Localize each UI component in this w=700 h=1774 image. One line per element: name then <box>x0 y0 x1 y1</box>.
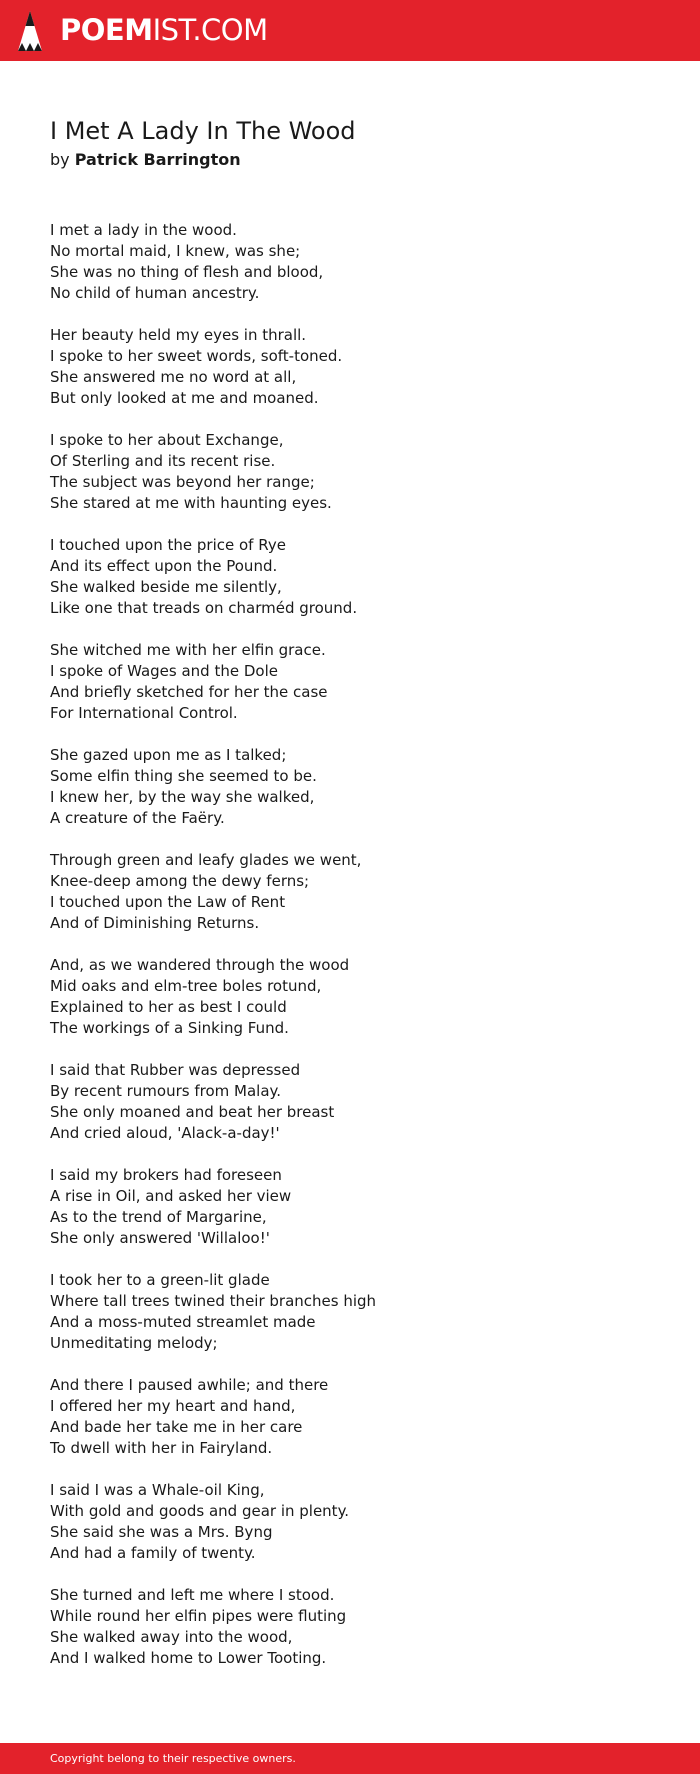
poem-line: And I walked home to Lower Tooting. <box>50 1649 327 1667</box>
byline-prefix: by <box>50 150 70 169</box>
logo-light-text: IST.COM <box>152 13 268 47</box>
poem-stanza <box>50 430 670 514</box>
poem-line: She gazed upon me as I talked; <box>50 746 287 764</box>
poem-line: I spoke to her about Exchange, <box>50 431 284 449</box>
poem-line: And bade her take me in her care <box>50 1418 303 1436</box>
poem-line: I touched upon the price of Rye <box>50 536 286 554</box>
poem-line: Knee-deep among the dewy ferns; <box>50 872 310 890</box>
poem-line: Like one that treads on charméd ground. <box>50 599 358 617</box>
poem-stanza <box>50 1375 670 1459</box>
poem-line: I said my brokers had foreseen <box>50 1166 282 1184</box>
poem-author: Patrick Barrington <box>74 150 241 169</box>
poem-stanza <box>50 1060 670 1144</box>
poem-line: I said I was a Whale-oil King, <box>50 1481 265 1499</box>
poem-line: By recent rumours from Malay. <box>50 1082 282 1100</box>
poem-title: I Met A Lady In The Wood <box>50 117 356 145</box>
poem-line: I offered her my heart and hand, <box>50 1397 296 1415</box>
poem-line: And had a family of twenty. <box>50 1544 256 1562</box>
poem-line: Her beauty held my eyes in thrall. <box>50 326 307 344</box>
poem-line: But only looked at me and moaned. <box>50 389 319 407</box>
poem-line: She turned and left me where I stood. <box>50 1586 335 1604</box>
poem-line: I met a lady in the wood. <box>50 221 237 239</box>
poem-line: No mortal maid, I knew, was she; <box>50 242 301 260</box>
poem-line: Of Sterling and its recent rise. <box>50 452 276 470</box>
poem-line: The workings of a Sinking Fund. <box>50 1019 289 1037</box>
poem-line: I took her to a green-lit glade <box>50 1271 270 1289</box>
poem-stanza <box>50 535 670 619</box>
poem-line: She stared at me with haunting eyes. <box>50 494 332 512</box>
poem-line: She witched me with her elfin grace. <box>50 641 326 659</box>
poem-line: She answered me no word at all, <box>50 368 297 386</box>
copyright-text: Copyright belong to their respective owners. <box>50 1752 296 1765</box>
poem-line: I spoke of Wages and the Dole <box>50 662 278 680</box>
pencil-tip-icon[interactable] <box>16 9 44 53</box>
poem-line: The subject was beyond her range; <box>50 473 315 491</box>
poem-stanza <box>50 850 670 934</box>
site-logo[interactable] <box>60 13 268 47</box>
poem-line: As to the trend of Margarine, <box>50 1208 267 1226</box>
poem-line: She said she was a Mrs. Byng <box>50 1523 273 1541</box>
poem-line: Some elfin thing she seemed to be. <box>50 767 317 785</box>
poem-line: Explained to her as best I could <box>50 998 287 1016</box>
poem-stanza <box>50 640 670 724</box>
poem-line: I touched upon the Law of Rent <box>50 893 286 911</box>
poem-body <box>50 220 670 1669</box>
poem-stanza <box>50 955 670 1039</box>
poem-line: She walked away into the wood, <box>50 1628 293 1646</box>
poem-line: I knew her, by the way she walked, <box>50 788 315 806</box>
site-footer <box>0 1743 700 1774</box>
poem-stanza <box>50 220 670 304</box>
poem-stanza <box>50 1480 670 1564</box>
poem-content <box>50 113 670 1690</box>
poem-line: And its effect upon the Pound. <box>50 557 278 575</box>
poem-line: I spoke to her sweet words, soft-toned. <box>50 347 343 365</box>
poem-stanza <box>50 745 670 829</box>
poem-line: To dwell with her in Fairyland. <box>50 1439 273 1457</box>
poem-line: Through green and leafy glades we went, <box>50 851 362 869</box>
poem-line: No child of human ancestry. <box>50 284 260 302</box>
poem-line: With gold and goods and gear in plenty. <box>50 1502 350 1520</box>
poem-stanza <box>50 1585 670 1669</box>
poem-line: A creature of the Faëry. <box>50 809 225 827</box>
poem-line: And, as we wandered through the wood <box>50 956 350 974</box>
poem-line: She only answered 'Willaloo!' <box>50 1229 270 1247</box>
poem-line: A rise in Oil, and asked her view <box>50 1187 292 1205</box>
site-header <box>0 0 700 61</box>
poem-line: She only moaned and beat her breast <box>50 1103 335 1121</box>
poem-line: Unmeditating melody; <box>50 1334 218 1352</box>
logo-bold-text: POEM <box>60 13 153 47</box>
poem-stanza <box>50 325 670 409</box>
poem-line: Mid oaks and elm-tree boles rotund, <box>50 977 322 995</box>
poem-line: For International Control. <box>50 704 238 722</box>
poem-line: While round her elfin pipes were fluting <box>50 1607 347 1625</box>
poem-line: She walked beside me silently, <box>50 578 282 596</box>
poem-line: And cried aloud, 'Alack-a-day!' <box>50 1124 280 1142</box>
poem-line: I said that Rubber was depressed <box>50 1061 301 1079</box>
poem-line: She was no thing of flesh and blood, <box>50 263 324 281</box>
poem-line: Where tall trees twined their branches high <box>50 1292 377 1310</box>
poem-line: And briefly sketched for her the case <box>50 683 328 701</box>
poem-stanza <box>50 1165 670 1249</box>
byline <box>50 149 670 171</box>
poem-stanza <box>50 1270 670 1354</box>
poem-line: And a moss-muted streamlet made <box>50 1313 316 1331</box>
poem-line: And of Diminishing Returns. <box>50 914 260 932</box>
poem-line: And there I paused awhile; and there <box>50 1376 329 1394</box>
